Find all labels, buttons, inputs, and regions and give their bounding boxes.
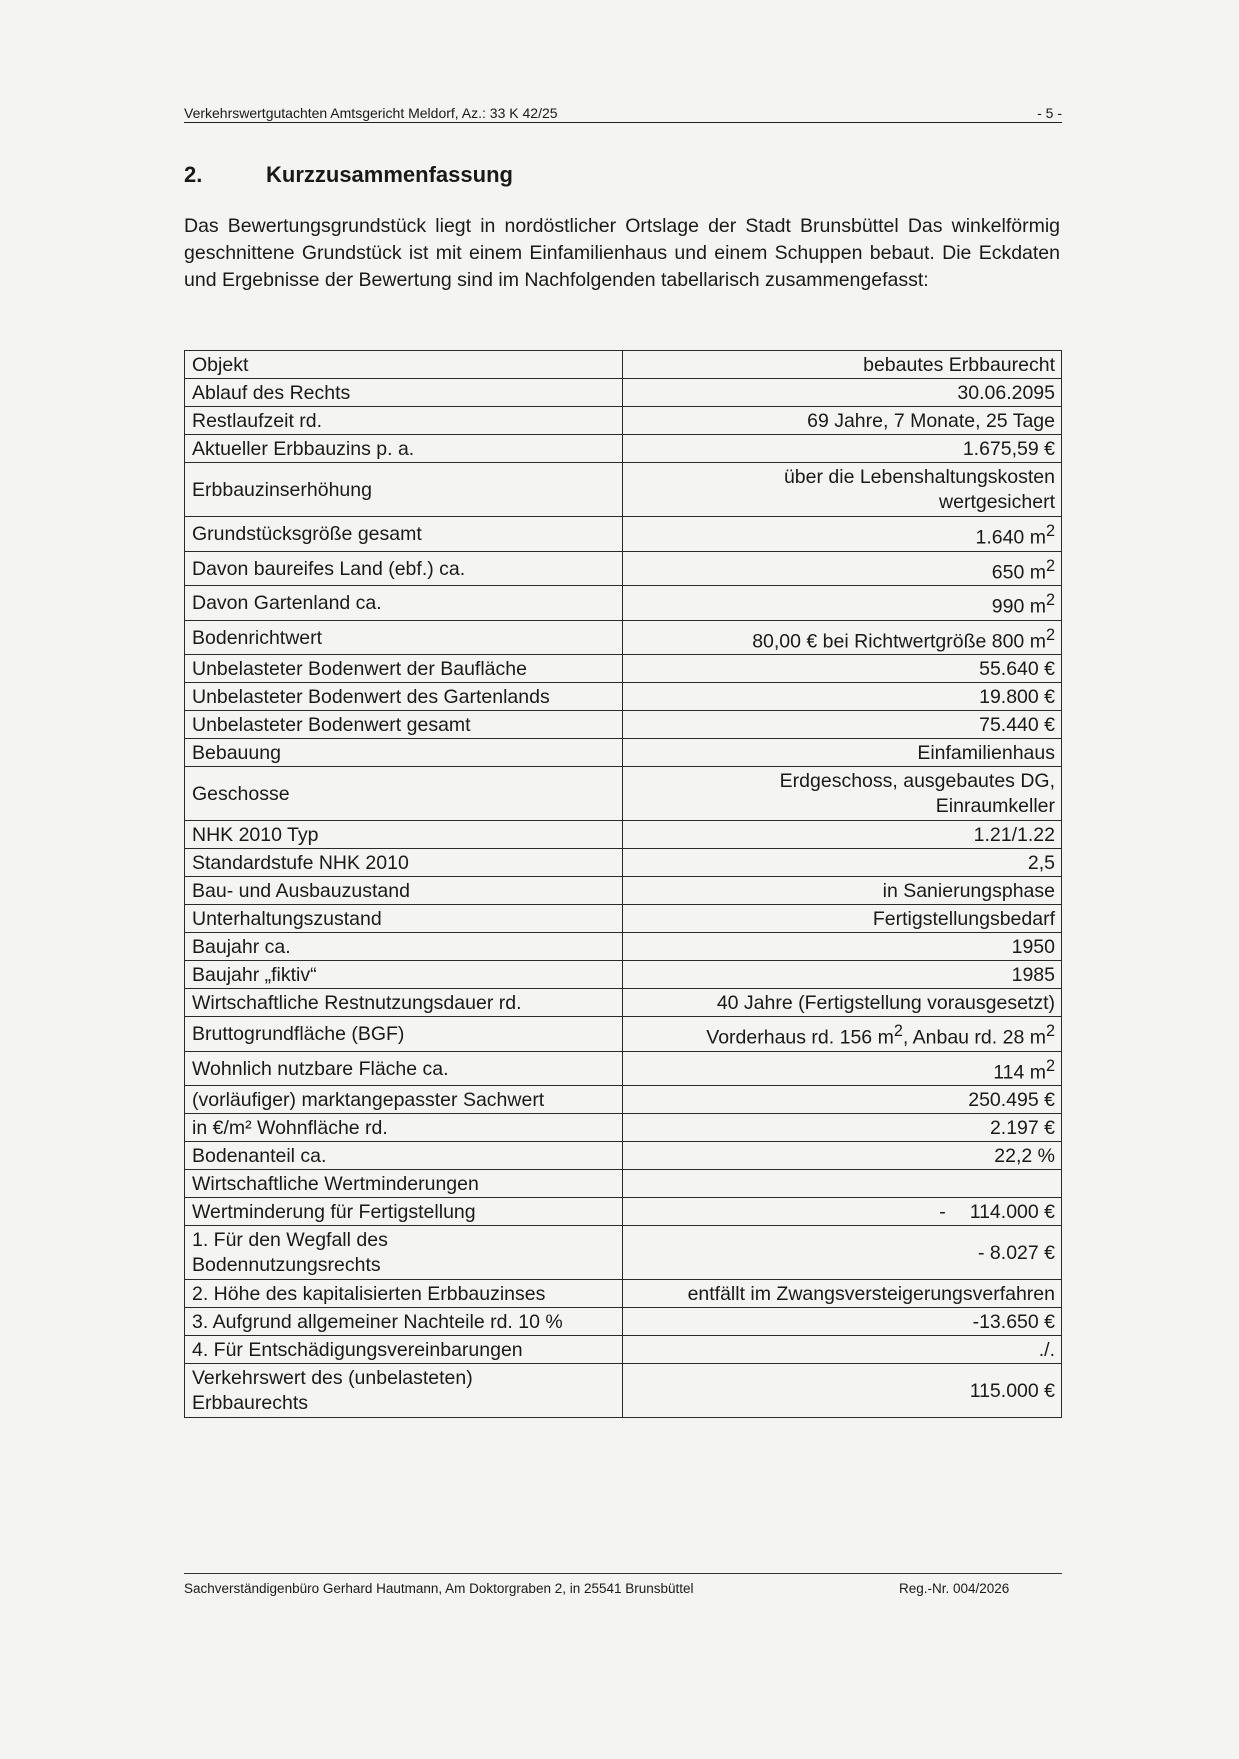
row-value-text: 1.640 m [975,526,1046,549]
row-value-text: , Anbau rd. 28 m [902,1026,1046,1049]
table-row [185,1170,1062,1198]
row-value [623,620,1062,655]
row-label [185,1364,623,1418]
table-row [185,877,1062,905]
row-value: entfällt im Zwangsversteigerungsverfahren [623,1280,1062,1308]
row-value: Einfamilienhaus [623,739,1062,767]
row-value-line: Erdgeschoss, ausgebautes DG, [779,770,1055,792]
table-row [185,821,1062,849]
row-value [623,1170,1062,1198]
row-label-line: Erbbaurechts [192,1392,308,1414]
table-row [185,905,1062,933]
row-value: 2.197 € [623,1114,1062,1142]
row-label: Baujahr „fiktiv“ [185,961,623,989]
row-label: Bodenrichtwert [185,620,623,655]
superscript: 2 [1045,1056,1055,1075]
footer-address: Sachverständigenbüro Gerhard Hautmann, Am Doktorgraben 2, in 25541 Brunsbüttel [184,1581,694,1596]
row-label: Baujahr ca. [185,933,623,961]
row-value-line: Einraumkeller [935,795,1055,817]
table-row [185,1198,1062,1226]
row-value: 30.06.2095 [623,379,1062,407]
section-heading [184,160,513,190]
row-label [185,1226,623,1280]
row-value-text: 990 m [991,595,1046,618]
table-row [185,407,1062,435]
table-row [185,1336,1062,1364]
row-value: -13.650 € [623,1308,1062,1336]
table-row [185,551,1062,586]
row-label: Unbelasteter Bodenwert der Baufläche [185,655,623,683]
row-label: Unbelasteter Bodenwert gesamt [185,711,623,739]
table-row [185,620,1062,655]
table-row [185,849,1062,877]
row-label: Unbelasteter Bodenwert des Gartenlands [185,683,623,711]
row-label: 3. Aufgrund allgemeiner Nachteile rd. 10 % [185,1308,623,1336]
row-label: Geschosse [185,767,623,821]
row-label: Unterhaltungszustand [185,905,623,933]
row-value: Fertigstellungsbedarf [623,905,1062,933]
row-label: (vorläufiger) marktangepasster Sachwert [185,1086,623,1114]
row-value: - 8.027 € [623,1226,1062,1280]
table-row [185,1364,1062,1418]
table-row [185,1280,1062,1308]
row-value [623,463,1062,517]
row-value [623,1017,1062,1052]
superscript: 2 [1045,556,1055,575]
table-row [185,933,1062,961]
table-row [185,1308,1062,1336]
table-row [185,463,1062,517]
row-value [623,551,1062,586]
table-row [185,351,1062,379]
row-label-line: Bodennutzungsrechts [192,1254,381,1276]
table-row [185,1226,1062,1280]
row-value: 75.440 € [623,711,1062,739]
row-value: 69 Jahre, 7 Monate, 25 Tage [623,407,1062,435]
table-row [185,1017,1062,1052]
row-value-line: über die Lebenshaltungskosten [783,466,1055,488]
row-value: 1.675,59 € [623,435,1062,463]
row-value: 2,5 [623,849,1062,877]
section-title: Kurzzusammenfassung [266,162,513,187]
table-row [185,1051,1062,1086]
row-value [623,586,1062,621]
row-value-text: 80,00 € bei Richtwertgröße 800 m [752,630,1046,652]
row-label: Restlaufzeit rd. [185,407,623,435]
row-label-line: 1. Für den Wegfall des [192,1229,388,1251]
row-label: Wirtschaftliche Wertminderungen [185,1170,623,1198]
section-number: 2. [184,162,203,187]
row-label: Standardstufe NHK 2010 [185,849,623,877]
row-label: Bau- und Ausbauzustand [185,877,623,905]
row-label: Davon Gartenland ca. [185,586,623,621]
row-label-line: Verkehrswert des (unbelasteten) [192,1367,473,1389]
table-row [185,961,1062,989]
row-value [623,1198,1062,1226]
table-row [185,655,1062,683]
row-label: Bebauung [185,739,623,767]
row-value: bebautes Erbbaurecht [623,351,1062,379]
superscript: 2 [1045,625,1055,644]
table-row [185,1086,1062,1114]
row-value: 1950 [623,933,1062,961]
page-footer [184,1573,1062,1596]
superscript: 2 [1045,522,1055,540]
row-label: Ablauf des Rechts [185,379,623,407]
row-label: Wohnlich nutzbare Fläche ca. [185,1051,623,1086]
table-row [185,1142,1062,1170]
superscript: 2 [1045,591,1055,609]
intro-paragraph: Das Bewertungsgrundstück liegt in nordöstlicher Ortslage der Stadt Brunsbüttel Das winkelförmig geschnittene Grundstück ist mit einem Einfamilienhaus und einem Schuppen bebaut. Die Eckdaten und Ergebnisse der Bewertung sind im Nachfolgenden tabellarisch zusammengefasst: [184,215,1060,291]
row-value: 19.800 € [623,683,1062,711]
row-value: in Sanierungsphase [623,877,1062,905]
row-label: in €/m² Wohnfläche rd. [185,1114,623,1142]
row-value: 55.640 € [623,655,1062,683]
row-label: Erbbauzinserhöhung [185,463,623,517]
row-value: 1985 [623,961,1062,989]
table-row [185,683,1062,711]
row-label: Bodenanteil ca. [185,1142,623,1170]
row-value: 40 Jahre (Fertigstellung vorausgesetzt) [623,989,1062,1017]
minus-sign: - [939,1201,946,1223]
row-label: 4. Für Entschädigungsvereinbarungen [185,1336,623,1364]
row-label: Aktueller Erbbauzins p. a. [185,435,623,463]
table-row [185,767,1062,821]
summary-table [184,350,1062,1418]
row-label: Objekt [185,351,623,379]
table-row [185,517,1062,552]
row-value: 250.495 € [623,1086,1062,1114]
row-value: 115.000 € [623,1364,1062,1418]
row-value: 1.21/1.22 [623,821,1062,849]
header-reference: Verkehrswertgutachten Amtsgericht Meldorf, Az.: 33 K 42/25 [184,105,558,121]
row-value-text: 114.000 € [969,1201,1055,1223]
superscript: 2 [1045,1022,1055,1040]
table-row [185,711,1062,739]
row-value [623,517,1062,552]
table-row [185,379,1062,407]
row-value: 22,2 % [623,1142,1062,1170]
row-value-line: wertgesichert [939,491,1055,513]
row-label: Davon baureifes Land (ebf.) ca. [185,551,623,586]
table-row [185,586,1062,621]
row-label: Wirtschaftliche Restnutzungsdauer rd. [185,989,623,1017]
row-value: ./. [623,1336,1062,1364]
superscript: 2 [893,1022,903,1040]
row-label: Bruttogrundfläche (BGF) [185,1017,623,1052]
row-label: 2. Höhe des kapitalisierten Erbbauzinses [185,1280,623,1308]
table-row [185,435,1062,463]
table-row [185,739,1062,767]
row-value [623,1051,1062,1086]
row-value-text: Vorderhaus rd. 156 m [706,1026,894,1049]
row-value [623,767,1062,821]
table-row [185,1114,1062,1142]
row-label: Grundstücksgröße gesamt [185,517,623,552]
page-number: - 5 - [1037,105,1062,121]
page-header [184,104,1062,123]
row-label: Wertminderung für Fertigstellung [185,1198,623,1226]
footer-registration: Reg.-Nr. 004/2026 [899,1581,1010,1596]
row-label: NHK 2010 Typ [185,821,623,849]
row-value-text: 114 m [993,1061,1046,1083]
row-value-text: 650 m [991,561,1046,583]
table-row [185,989,1062,1017]
